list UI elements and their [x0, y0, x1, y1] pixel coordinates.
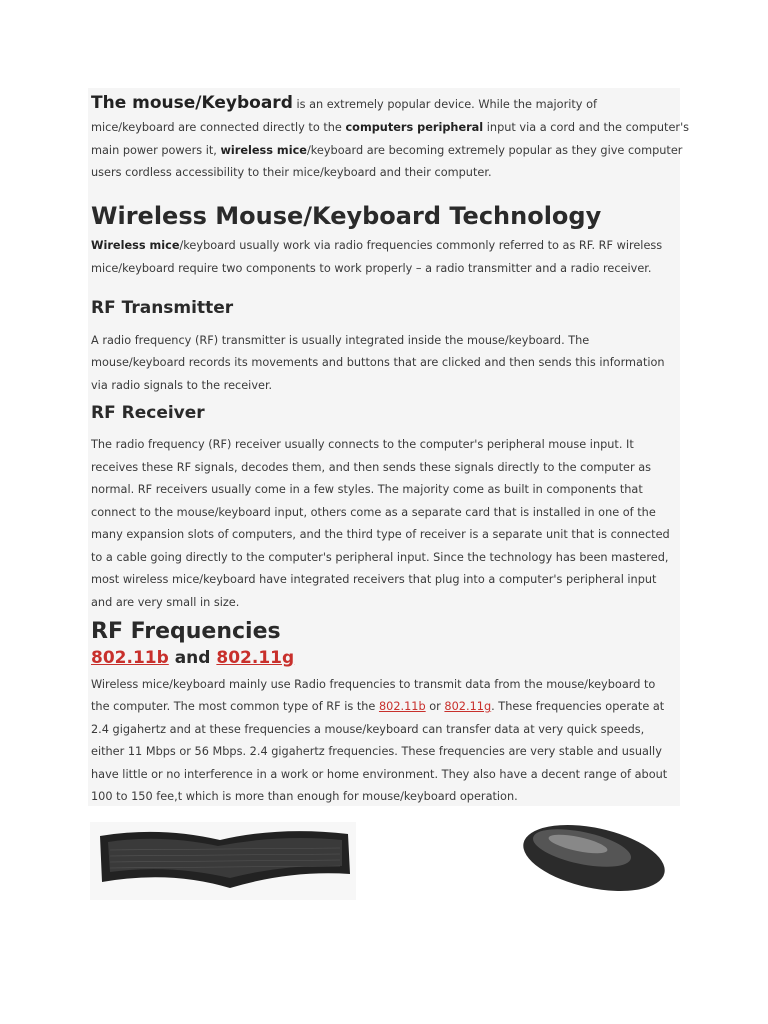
tech-line-1 — [91, 239, 662, 252]
mouse-image — [482, 808, 704, 902]
heading-frequencies: RF Frequencies — [91, 619, 281, 644]
text: the computer. The most common type of RF is the — [91, 700, 379, 713]
text: /keyboard are becoming extremely popular as they give computer — [306, 144, 683, 157]
heading-receiver: RF Receiver — [91, 403, 205, 423]
text: is an extremely popular device. While the majority of — [292, 98, 597, 111]
receiver-line: to a cable going directly to the computer's peripheral input. Since the technology has been mastered, — [91, 551, 669, 564]
link-802-11g-inline[interactable]: 802.11g — [444, 700, 492, 713]
text: . These frequencies operate at — [491, 700, 665, 713]
link-802-11b[interactable]: 802.11b — [91, 648, 169, 668]
transmitter-line: A radio frequency (RF) transmitter is usually integrated inside the mouse/keyboard. The — [91, 334, 590, 347]
receiver-line: The radio frequency (RF) receiver usually connects to the computer's peripheral mouse input. It — [91, 438, 634, 451]
text: and — [168, 648, 217, 668]
text: /keyboard usually work via radio frequencies commonly referred to as RF. RF wireless — [179, 239, 663, 252]
text: mice/keyboard are connected directly to the — [91, 121, 346, 134]
text: input via a cord and the computer's — [483, 121, 690, 134]
intro-line-3 — [91, 144, 682, 157]
text: or — [425, 700, 445, 713]
transmitter-line: mouse/keyboard records its movements and buttons that are clicked and then sends this information — [91, 356, 665, 369]
receiver-line: and are very small in size. — [91, 596, 240, 609]
frequencies-line: Wireless mice/keyboard mainly use Radio frequencies to transmit data from the mouse/keyboard to — [91, 678, 656, 691]
transmitter-line: via radio signals to the receiver. — [91, 379, 273, 392]
wireless-mice-link[interactable]: Wireless mice — [91, 239, 180, 252]
frequencies-line: 2.4 gigahertz and at these frequencies a mouse/keyboard can transfer data at very quick speeds, — [91, 723, 645, 736]
intro-lead: The mouse/Keyboard — [91, 93, 293, 113]
wireless-mice-link[interactable]: wireless mice — [220, 144, 307, 157]
keyboard-image — [90, 822, 356, 900]
intro-line-1 — [91, 93, 597, 113]
frequencies-line: either 11 Mbps or 56 Mbps. 2.4 gigahertz frequencies. These frequencies are very stable and usually — [91, 745, 662, 758]
subheading-standards — [91, 648, 294, 668]
intro-line-4: users cordless accessibility to their mice/keyboard and their computer. — [91, 166, 492, 179]
receiver-line: connect to the mouse/keyboard input, others come as a separate card that is installed in one of the — [91, 506, 656, 519]
link-802-11b-inline[interactable]: 802.11b — [378, 700, 426, 713]
heading-transmitter: RF Transmitter — [91, 298, 234, 318]
receiver-line: most wireless mice/keyboard have integrated receivers that plug into a computer's peripheral input — [91, 573, 657, 586]
heading-technology: Wireless Mouse/Keyboard Technology — [91, 202, 602, 230]
tech-line-2: mice/keyboard require two components to work properly – a radio transmitter and a radio receiver. — [91, 262, 652, 275]
text: main power powers it, — [91, 144, 221, 157]
receiver-line: receives these RF signals, decodes them, and then sends these signals directly to the computer as — [91, 461, 652, 474]
frequencies-line: have little or no interference in a work or home environment. They also have a decent range of about — [91, 768, 668, 781]
computers-peripheral-link[interactable]: computers peripheral — [345, 121, 484, 134]
frequencies-line: 100 to 150 fee,t which is more than enough for mouse/keyboard operation. — [91, 790, 518, 803]
intro-line-2 — [91, 121, 689, 134]
receiver-line: normal. RF receivers usually come in a few styles. The majority come as built in components that — [91, 483, 643, 496]
frequencies-line — [91, 700, 664, 713]
receiver-line: many expansion slots of computers, and the third type of receiver is a separate unit that is connected — [91, 528, 670, 541]
link-802-11g[interactable]: 802.11g — [216, 648, 295, 668]
